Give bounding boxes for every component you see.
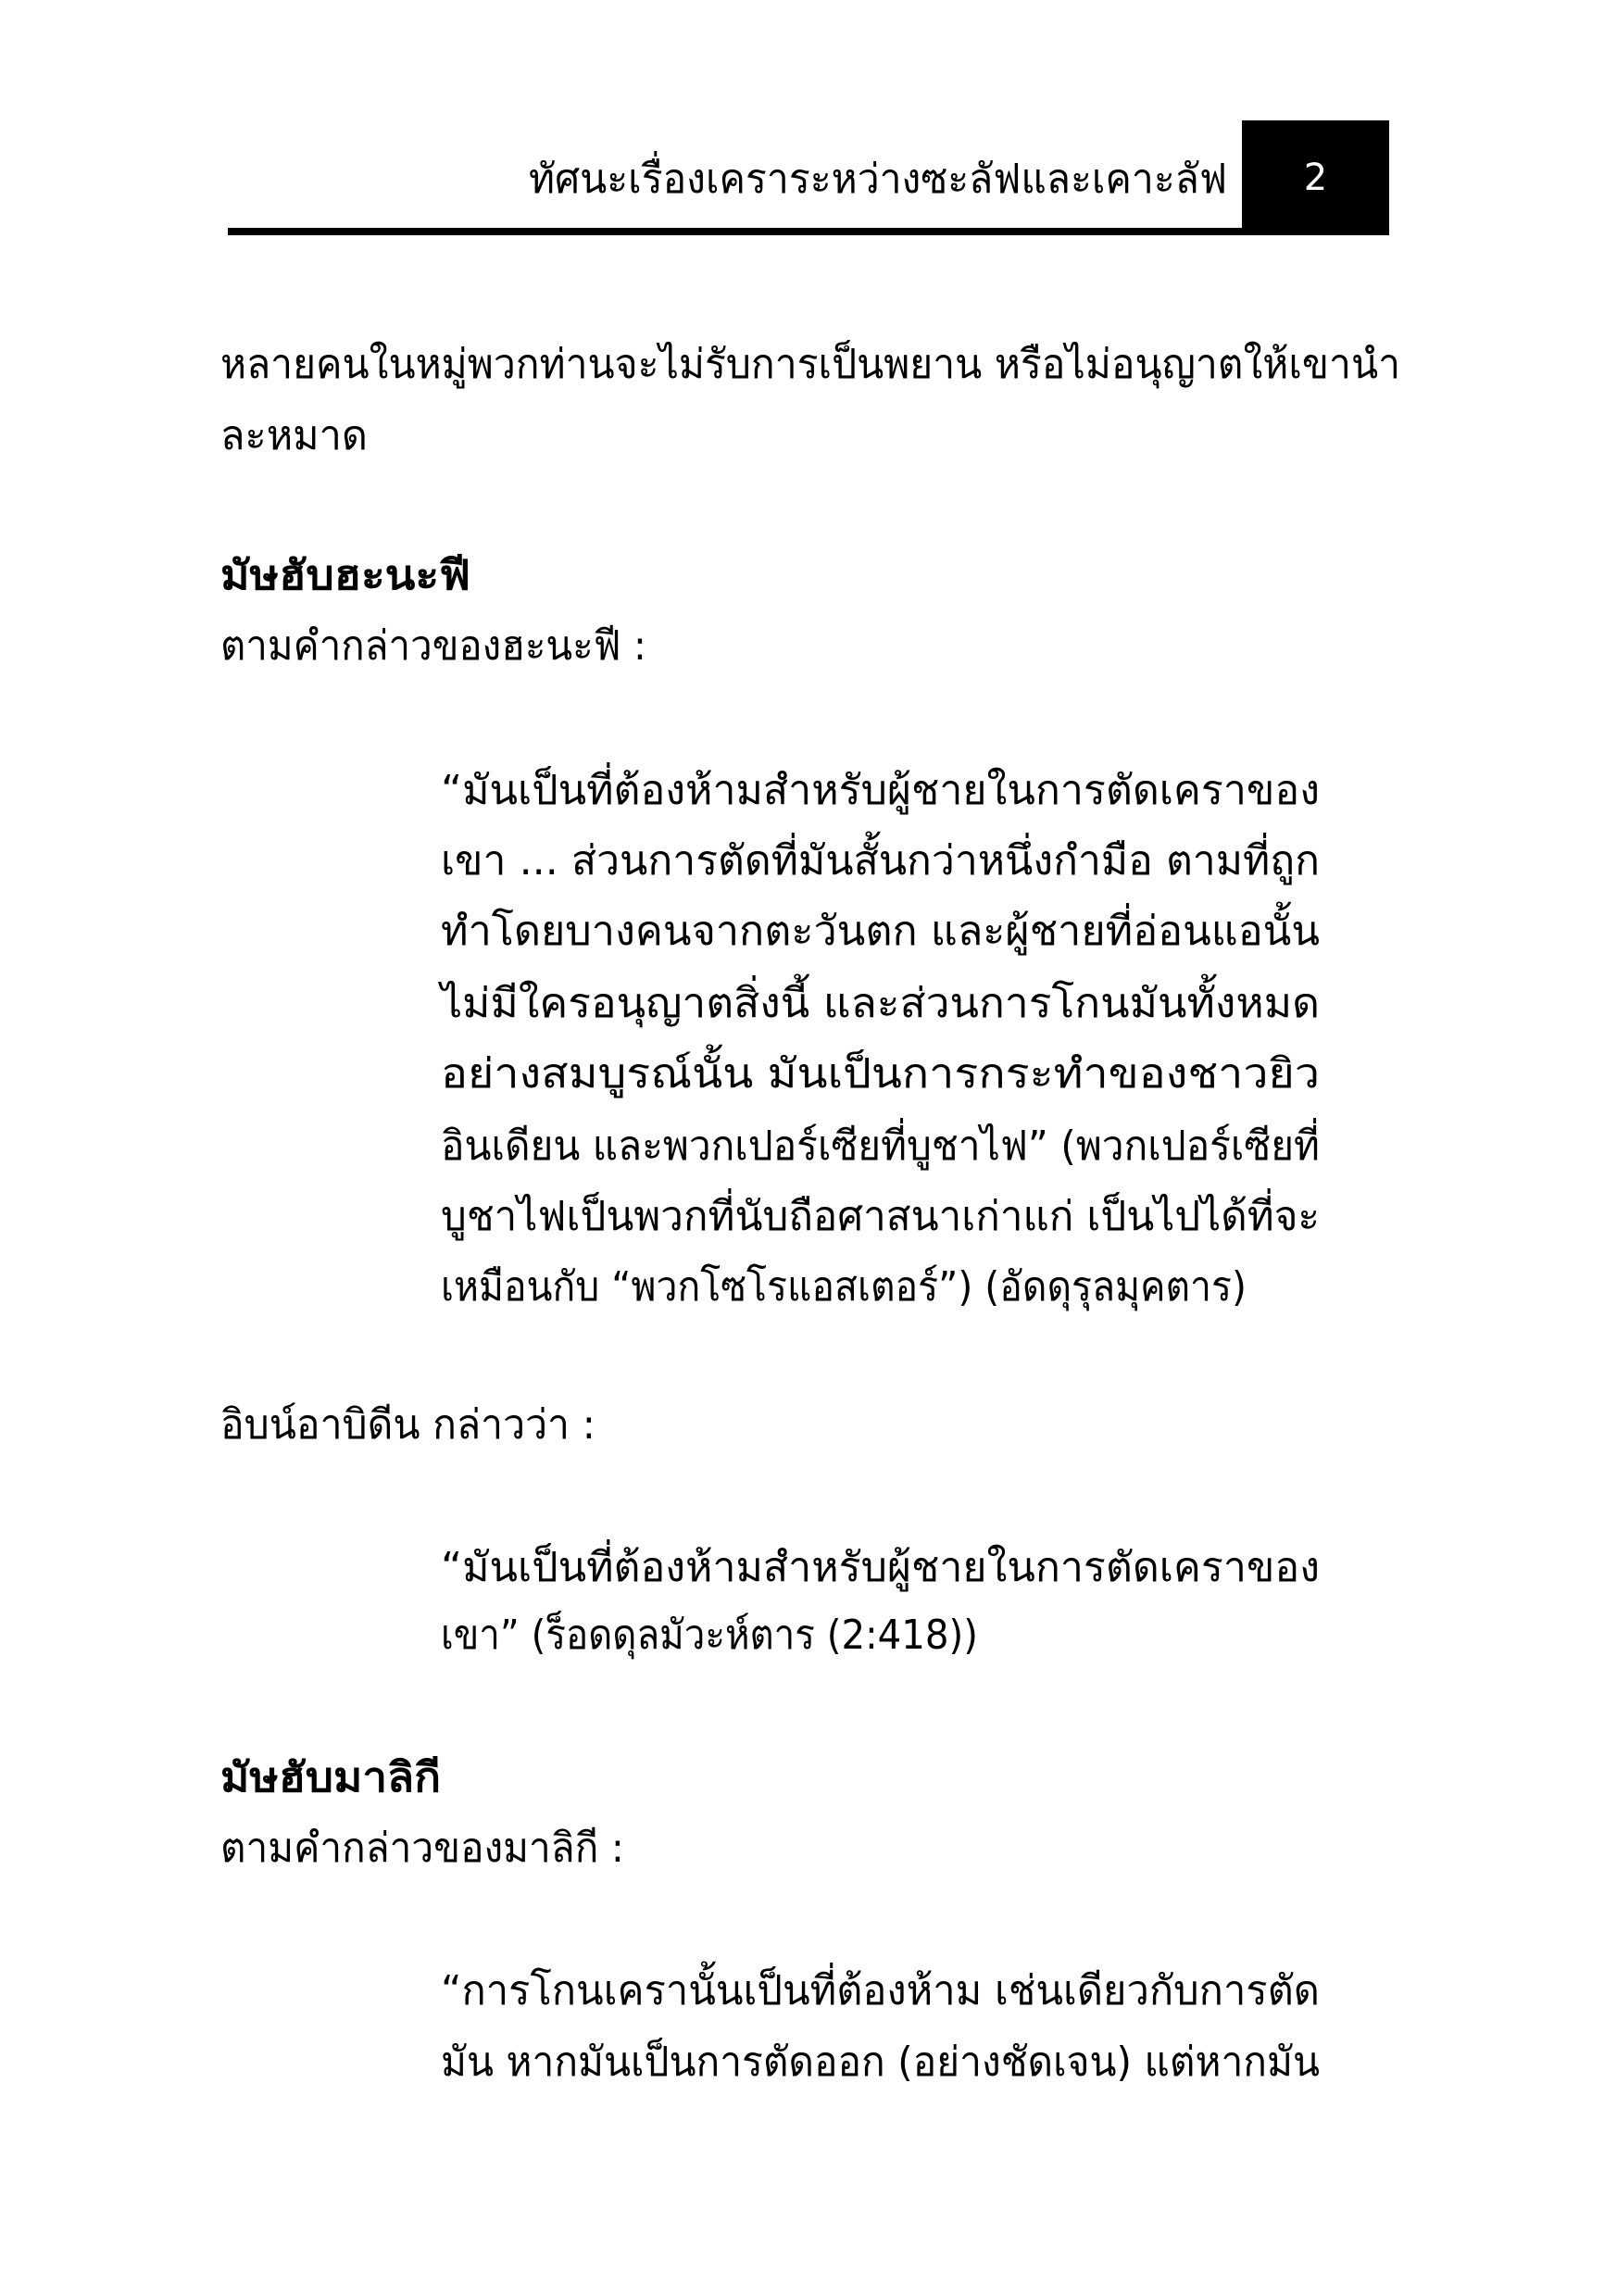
quote-line: ไม่มีใครอนุญาตสิ่งนี้ และส่วนการโกนมันทั้งหมด — [441, 980, 1320, 1027]
header-title: ทัศนะเรื่องเคราระหว่างซะลัฟและเคาะลัฟ — [529, 156, 1227, 203]
quote-line: “การโกนเครานั้นเป็นที่ต้องห้าม เช่นเดียวกับการตัด — [441, 1967, 1320, 2014]
section-heading-maliki: มัษฮับมาลิกี — [220, 1754, 441, 1801]
maliki-intro: ตามคำกล่าวของมาลิกี : — [220, 1825, 624, 1872]
quote-line: อย่างสมบูรณ์นั้น มันเป็นการกระทำของชาวยิว — [441, 1050, 1320, 1098]
quote-line: อินเดียน และพวกเปอร์เซียที่บูชาไฟ” (พวกเปอร์เซียที่ — [441, 1123, 1320, 1170]
page-number: 2 — [1303, 157, 1328, 199]
ibn-abidin-intro: อิบน์อาบิดีน กล่าวว่า : — [220, 1401, 595, 1449]
quote-line: “มันเป็นที่ต้องห้ามสำหรับผู้ชายในการตัดเคราของ — [441, 1544, 1320, 1591]
quote-line: ทำโดยบางคนจากตะวันตก และผู้ชายที่อ่อนแอนั้น — [441, 908, 1320, 955]
quote-line: มัน หากมันเป็นการตัดออก (อย่างชัดเจน) แต่หากมัน — [441, 2039, 1320, 2086]
section-heading-hanafi: มัษฮับฮะนะฟี — [220, 552, 470, 599]
header-rule — [228, 228, 1389, 235]
quote-line: เขา ... ส่วนการตัดที่มันสั้นกว่าหนึ่งกำมือ ตามที่ถูก — [441, 837, 1320, 885]
quote-line: บูชาไฟเป็นพวกที่นับถือศาสนาเก่าแก่ เป็นไปได้ที่จะ — [441, 1193, 1320, 1240]
intro-line: ละหมาด — [220, 412, 368, 459]
quote-line: “มันเป็นที่ต้องห้ามสำหรับผู้ชายในการตัดเคราของ — [441, 767, 1320, 814]
quote-line: เขา” (ร็อดดุลมัวะห์ตาร (2:418)) — [441, 1612, 978, 1659]
page-number-box — [1242, 120, 1389, 235]
quote-line: เหมือนกับ “พวกโซโรแอสเตอร์”) (อัดดุรุลมุคตาร) — [441, 1263, 1247, 1311]
intro-line: หลายคนในหมู่พวกท่านจะไม่รับการเป็นพยาน หรือไม่อนุญาตให้เขานำ — [220, 341, 1400, 388]
hanafi-intro: ตามคำกล่าวของฮะนะฟี : — [220, 622, 646, 670]
